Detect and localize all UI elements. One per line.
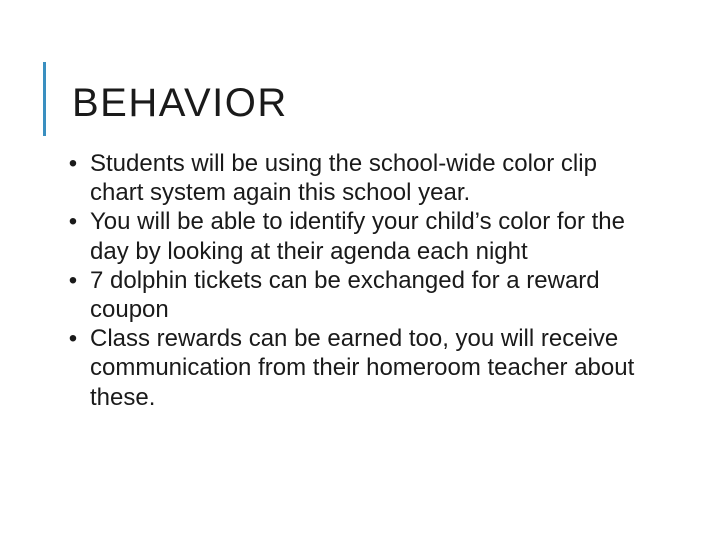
bullet-item	[66, 207, 656, 265]
bullet-list	[66, 149, 656, 412]
bullet-dot-icon: •	[68, 150, 78, 177]
bullet-dot-icon: •	[68, 208, 78, 236]
bullet-text: Class rewards can be earned too, you will receive communication from their homeroom teacher about these.	[90, 325, 635, 411]
bullet-text: You will be able to identify your child’s color for the day by looking at their agenda each night	[90, 208, 625, 265]
bullet-item	[66, 149, 656, 207]
bullet-text: Students will be using the school-wide color clip chart system again this school year.	[90, 150, 597, 207]
slide-title: BEHAVIOR	[72, 81, 288, 125]
bullet-item	[66, 324, 656, 412]
bullet-item	[66, 266, 656, 324]
bullet-dot-icon: •	[68, 325, 78, 353]
bullet-dot-icon: •	[68, 266, 78, 294]
title-accent-bar	[43, 62, 46, 136]
bullet-text: 7 dolphin tickets can be exchanged for a reward coupon	[90, 266, 600, 324]
